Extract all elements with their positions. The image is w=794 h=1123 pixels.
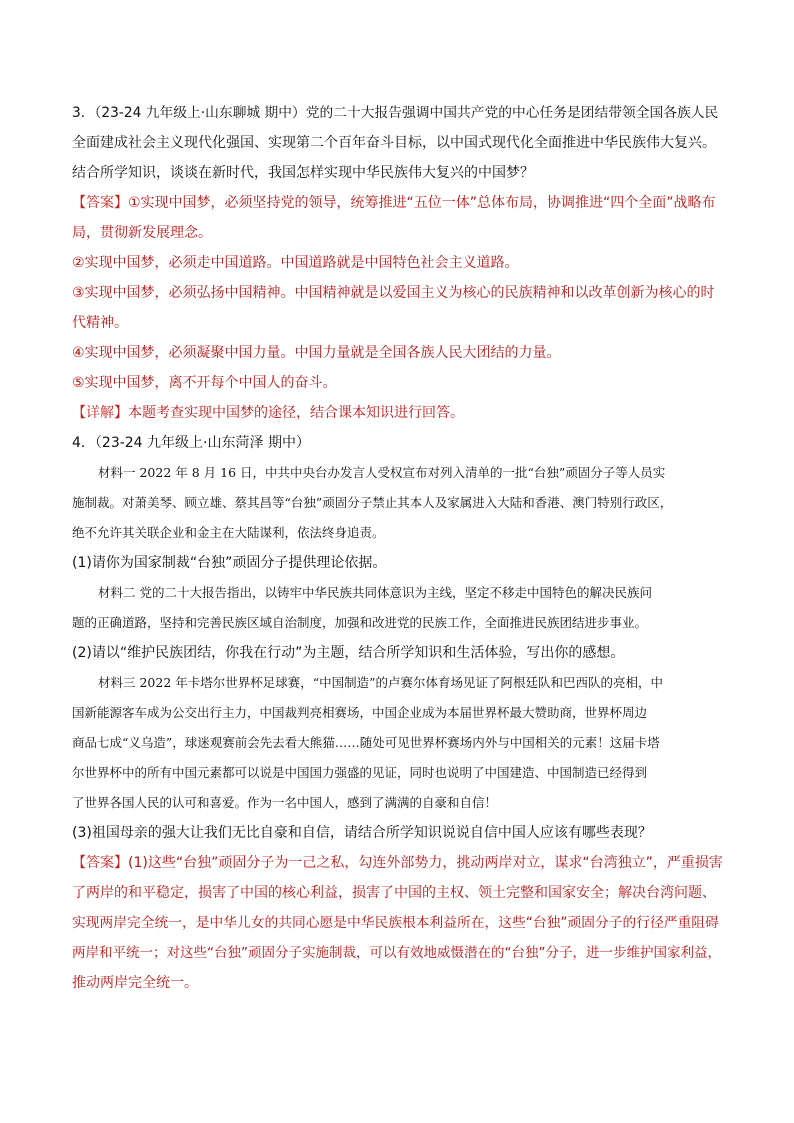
q3-answer-line-6: ④实现中国梦，必须凝聚中国力量。中国力量就是全国各族人民大团结的力量。 — [72, 345, 561, 361]
document-page — [72, 98, 724, 998]
q4-material3-line-1: 材料三 2022 年卡塔尔世界杯足球赛，“中国制造”的卢赛尔体育场见证了阿根廷队和巴西队的亮相，中 — [98, 675, 664, 690]
q3-answer-line-3: ②实现中国梦，必须走中国道路。中国道路就是中国特色社会主义道路。 — [72, 255, 519, 271]
q3-detail-line — [72, 398, 724, 428]
answer-text: ①实现中国梦，必须坚持党的领导，统筹推进“五位一体”总体布局，协调推进“四个全面”战略布 — [128, 195, 716, 211]
q3-answer-line-2: 局，贯彻新发展理念。 — [72, 225, 212, 241]
q4-heading: 4．（23-24 九年级上·山东菏泽 期中） — [72, 435, 310, 451]
q4-answer-line-2: 了两岸的和平稳定，损害了中国的核心利益，损害了中国的主权、领土完整和国家安全；解决台湾问题、 — [72, 885, 716, 901]
detail-tag: 【详解】 — [72, 405, 128, 421]
q3-answer-line-7: ⑤实现中国梦，离不开每个中国人的奋斗。 — [72, 375, 337, 391]
q3-stem-line-1: 3．（23-24 九年级上·山东聊城 期中）党的二十大报告强调中国共产党的中心任务是团结带领全国各族人民 — [72, 105, 719, 121]
q3-answer-line-5: 代精神。 — [72, 315, 128, 331]
q4-material3-line-3: 商品七成“义乌造”，球迷观赛前会先去看大熊猫……随处可见世界杯赛场内外与中国相关的元素！这届卡塔 — [72, 735, 660, 750]
q4-material3-line-2: 国新能源客车成为公交出行主力，中国裁判亮相赛场，中国企业成为本届世界杯最大赞助商，世界杯周边 — [72, 705, 648, 720]
detail-text: 本题考查实现中国梦的途径，结合课本知识进行回答。 — [128, 405, 464, 421]
q4-material3-line-4: 尔世界杯中的所有中国元素都可以说是中国国力强盛的见证，同时也说明了中国建造、中国制造已经得到 — [72, 765, 648, 780]
q4-material1-line-1: 材料一 2022 年 8 月 16 日，中共中央台办发言人受权宣布对列入清单的一批“台独”顽固分子等人员实 — [98, 465, 666, 480]
q4-material2-line-2: 题的正确道路，坚持和完善民族区域自治制度，加强和改进党的民族工作，全面推进民族团结进步事业。 — [72, 615, 648, 630]
answer-tag: 【答案】 — [72, 195, 128, 211]
q4-question-1: (1)请你为国家制裁“台独”顽固分子提供理论依据。 — [72, 555, 387, 571]
q4-question-3: (3)祖国母亲的强大让我们无比自豪和自信，请结合所学知识说说自信中国人应该有哪些表现？ — [72, 825, 652, 841]
answer-tag: 【答案】 — [72, 855, 128, 871]
q4-answer-line-3: 实现两岸完全统一，是中华儿女的共同心愿是中华民族根本利益所在，这些“台独”顽固分子的行径严重阻碍 — [72, 915, 719, 931]
q3-stem-line-2: 全面建成社会主义现代化强国、实现第二个百年奋斗目标，以中国式现代化全面推进中华民族伟大复兴。 — [72, 135, 716, 151]
q4-answer-line-1 — [72, 848, 724, 878]
answer-text: (1)这些“台独”顽固分子为一己之私，勾连外部势力，挑动两岸对立，谋求“台湾独立”，严重损害 — [128, 855, 723, 871]
q4-question-2: (2)请以“维护民族团结，你我在行动”为主题，结合所学知识和生活体验，写出你的感想。 — [72, 645, 625, 661]
q4-material2-line-1: 材料二 党的二十大报告指出，以铸牢中华民族共同体意识为主线，坚定不移走中国特色的解决民族问 — [98, 585, 652, 600]
q4-answer-line-5: 推动两岸完全统一。 — [72, 975, 198, 991]
q3-answer-line-4: ③实现中国梦，必须弘扬中国精神。中国精神就是以爱国主义为核心的民族精神和以改革创新为核心的时 — [72, 285, 715, 301]
q4-material3-line-5: 了世界各国人民的认可和喜爱。作为一名中国人，感到了满满的自豪和自信！ — [72, 795, 498, 810]
q3-stem-line-3: 结合所学知识，谈谈在新时代，我国怎样实现中华民族伟大复兴的中国梦？ — [72, 165, 534, 181]
q4-material1-line-2: 施制裁。对萧美琴、顾立雄、蔡其昌等“台独”顽固分子禁止其本人及家属进入大陆和香港、澳门特别行政区， — [72, 495, 673, 510]
q3-answer-line-1 — [72, 188, 724, 218]
q4-material1-line-3: 绝不允许其关联企业和金主在大陆谋利，依法终身追责。 — [72, 525, 385, 540]
q4-answer-line-4: 两岸和平统一；对这些“台独”顽固分子实施制裁，可以有效地威慑潜在的“台独”分子，进一步维护国家利益， — [72, 945, 721, 961]
